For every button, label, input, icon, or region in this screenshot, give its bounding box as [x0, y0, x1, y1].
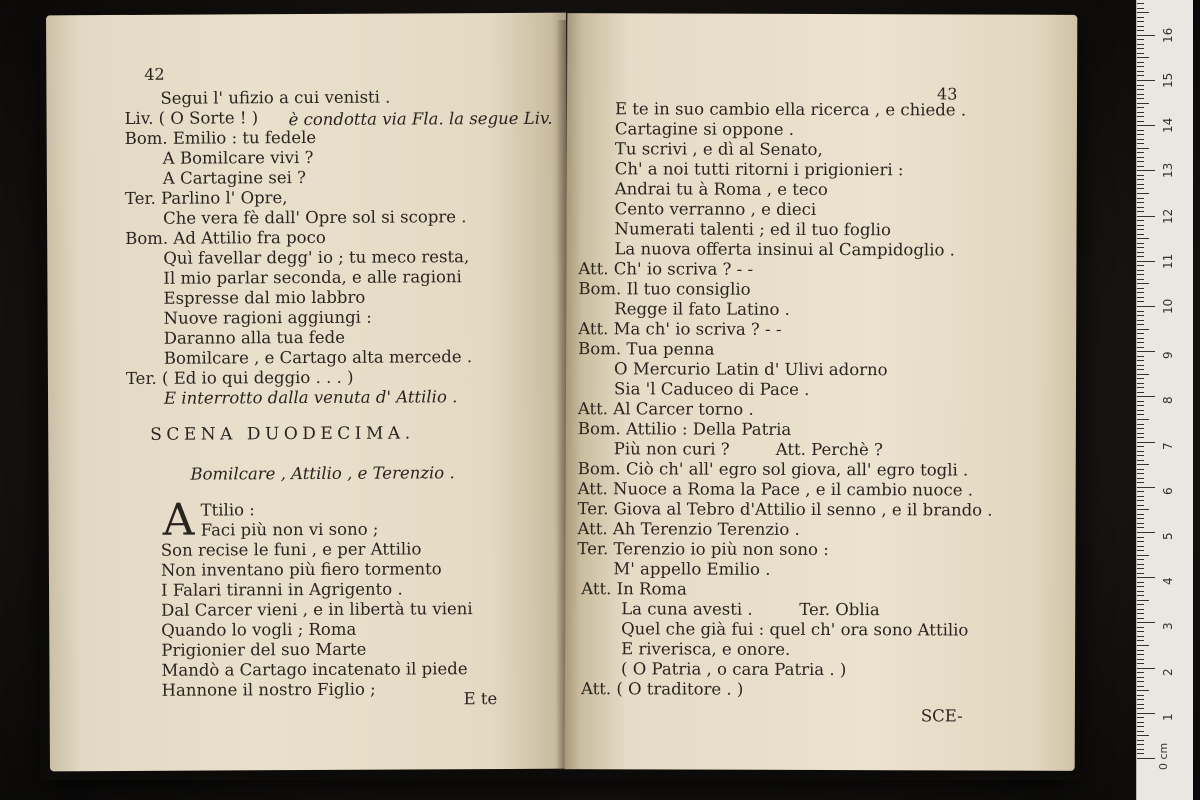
text-line: Bomilcare , e Cartago alta mercede .: [163, 347, 473, 368]
ruler-tick: [1137, 758, 1155, 759]
ruler-tick: [1137, 274, 1144, 275]
text-line: A Cartagine sei ?: [162, 168, 306, 188]
stage-direction: E interrotto dalla venuta d' Attilio .: [163, 387, 458, 408]
measuring-ruler: [1136, 0, 1193, 800]
ruler-tick: [1137, 559, 1144, 560]
ruler-tick: [1137, 749, 1144, 750]
text-line: Il mio parlar seconda, e alle ragioni: [163, 267, 462, 288]
ruler-tick: [1137, 148, 1149, 149]
ruler-tick: [1137, 62, 1144, 63]
ruler-number: 13: [1161, 163, 1175, 179]
ruler-tick: [1137, 143, 1144, 144]
ruler-tick: [1137, 613, 1144, 614]
ruler-tick: [1137, 740, 1144, 741]
ruler-tick: [1137, 297, 1144, 298]
ruler-tick: [1137, 650, 1144, 651]
ruler-tick: [1137, 116, 1144, 117]
text-line: Bom. Il tuo consiglio: [578, 279, 751, 299]
text-line: Att. Ma ch' io scriva ? - -: [578, 319, 782, 339]
ruler-number: 9: [1161, 351, 1175, 360]
catchword-right: SCE-: [920, 706, 963, 726]
ruler-tick: [1137, 753, 1144, 754]
ruler-tick: [1137, 338, 1144, 339]
ruler-tick: [1137, 365, 1144, 366]
ruler-tick: [1137, 21, 1144, 22]
text-line: E riverisca, e onore.: [621, 639, 791, 659]
text-line: Cartagine si oppone .: [614, 119, 795, 139]
ruler-tick: [1137, 437, 1144, 438]
ruler-tick: [1137, 30, 1144, 31]
ruler-tick: [1137, 139, 1144, 140]
ruler-tick: [1137, 53, 1144, 54]
ruler-tick: [1137, 433, 1144, 434]
ruler-tick: [1137, 604, 1144, 605]
ruler-tick: [1137, 112, 1144, 113]
ruler-tick: [1137, 414, 1144, 415]
ruler-tick: [1137, 744, 1144, 745]
stage-direction: è condotta via Fla. la segue Liv.: [288, 108, 553, 130]
text-line: Nuove ragioni aggiungi :: [163, 307, 372, 328]
ruler-tick: [1137, 631, 1144, 632]
left-page: [46, 13, 570, 772]
ruler-number: 5: [1161, 532, 1175, 540]
text-line: Quel che già fui : quel ch' ora sono Attilio: [621, 619, 969, 640]
ruler-tick: [1137, 157, 1144, 158]
ruler-tick: [1137, 564, 1144, 565]
ruler-tick: [1137, 3, 1144, 4]
ruler-tick: [1137, 198, 1144, 199]
ruler-tick: [1137, 595, 1144, 596]
ruler-tick: [1137, 256, 1144, 257]
ruler-tick: [1137, 170, 1155, 171]
ruler-tick: [1137, 537, 1144, 538]
ruler-tick: [1137, 261, 1155, 262]
ruler-tick: [1137, 292, 1144, 293]
ruler-tick: [1137, 161, 1144, 162]
ruler-tick: [1137, 17, 1144, 18]
text-line: Più non curi ?: [613, 439, 730, 459]
text-line: Dal Carcer vieni , e in libertà tu vieni: [161, 599, 473, 620]
ruler-number: 3: [1161, 622, 1175, 631]
ruler-tick: [1137, 238, 1149, 239]
ruler-tick: [1137, 89, 1144, 90]
ruler-tick: [1137, 659, 1144, 660]
text-line: Ch' a noi tutti ritorni i prigionieri :: [614, 159, 904, 180]
ruler-tick: [1137, 600, 1149, 601]
ruler-tick: [1137, 270, 1144, 271]
ruler-tick: [1137, 586, 1144, 587]
ruler-tick: [1137, 527, 1144, 528]
ruler-tick: [1137, 591, 1144, 592]
ruler-number: 15: [1161, 72, 1175, 88]
ruler-tick: [1137, 699, 1144, 700]
text-line: Hannone il nostro Figlio ;: [161, 679, 376, 700]
text-line: Liv. ( O Sorte ! ): [124, 108, 259, 128]
text-line: Cento verranno , e dieci: [614, 199, 817, 219]
ruler-tick: [1137, 175, 1144, 176]
ruler-number: 16: [1161, 27, 1175, 43]
ruler-tick: [1137, 48, 1144, 49]
text-line: Quì favellar degg' io ; tu meco resta,: [163, 247, 470, 268]
text-line: M' appello Emilio .: [613, 559, 771, 579]
ruler-tick: [1137, 663, 1144, 664]
text-line: Att. In Roma: [581, 579, 687, 599]
ruler-tick: [1137, 668, 1155, 669]
text-line: Att. Ah Terenzio Terenzio .: [577, 519, 800, 539]
text-line: Prigionier del suo Marte: [161, 639, 367, 660]
ruler-tick: [1137, 677, 1144, 678]
ruler-tick: [1137, 451, 1144, 452]
ruler-tick: [1137, 378, 1144, 379]
text-line: Bom. Tua penna: [578, 339, 715, 359]
ruler-tick: [1137, 672, 1144, 673]
ruler-tick: [1137, 428, 1144, 429]
ruler-tick: [1137, 410, 1144, 411]
right-page: [565, 13, 1078, 771]
ruler-tick: [1137, 387, 1144, 388]
text-line: Ter. ( Ed io qui deggio . . . ): [125, 367, 354, 388]
ruler-tick: [1137, 442, 1155, 443]
text-line: La nuova offerta insinui al Campidoglio .: [614, 239, 955, 260]
ruler-tick: [1137, 333, 1144, 334]
ruler-tick: [1137, 654, 1144, 655]
catchword-left: E te: [463, 689, 498, 709]
ruler-tick: [1137, 121, 1144, 122]
text-line: Att. Nuoce a Roma la Pace , e il cambio nuoce .: [577, 479, 974, 500]
ruler-number: 8: [1161, 396, 1175, 405]
text-line: Che vera fè dall' Opre sol si scopre .: [163, 207, 467, 228]
text-line: Att. Ch' io scriva ? - -: [578, 259, 754, 279]
ruler-tick: [1137, 347, 1144, 348]
text-line: Tu scrivi , e dì al Senato,: [614, 139, 823, 160]
text-line: Faci più non vi sono ;: [200, 519, 379, 540]
ruler-tick: [1137, 514, 1144, 515]
scene-characters: Bomilcare , Attilio , e Terenzio .: [190, 463, 455, 484]
ruler-tick: [1137, 57, 1149, 58]
ruler-tick: [1137, 505, 1144, 506]
ruler-tick: [1137, 315, 1144, 316]
ruler-tick: [1137, 577, 1155, 578]
ruler-tick: [1137, 188, 1144, 189]
text-line: Ter. Oblia: [799, 599, 880, 620]
ruler-tick: [1137, 681, 1144, 682]
ruler-tick: [1137, 44, 1144, 45]
ruler-number: 12: [1161, 208, 1175, 224]
drop-cap: A: [162, 494, 195, 546]
text-line: A Bomilcare vivi ?: [162, 147, 314, 168]
ruler-tick: [1137, 202, 1144, 203]
ruler-number: 6: [1161, 487, 1175, 495]
text-line: Andrai tu à Roma , e teco: [614, 179, 828, 200]
ruler-tick: [1137, 383, 1144, 384]
text-line: Segui l' ufizio a cui venisti .: [160, 87, 391, 108]
ruler-tick: [1137, 66, 1144, 67]
ruler-number: 14: [1161, 117, 1175, 134]
text-line: ( O Patria , o cara Patria . ): [620, 659, 847, 680]
ruler-tick: [1137, 306, 1155, 307]
ruler-tick: [1137, 622, 1155, 623]
ruler-tick: [1137, 220, 1144, 221]
text-line: Daranno alla tua fede: [163, 327, 345, 348]
ruler-number: 7: [1161, 441, 1175, 450]
ruler-tick: [1137, 708, 1144, 709]
ruler-tick: [1137, 401, 1144, 402]
ruler-tick: [1137, 405, 1144, 406]
ruler-tick: [1137, 491, 1144, 492]
ruler-tick: [1137, 369, 1144, 370]
ruler-tick: [1137, 26, 1144, 27]
ruler-tick: [1137, 265, 1144, 266]
ruler-tick: [1137, 546, 1144, 547]
ruler-tick: [1137, 71, 1144, 72]
text-line: Ter. Terenzio io più non sono :: [577, 539, 829, 560]
text-line: Bom. Attilio : Della Patria: [577, 419, 792, 439]
ruler-number: 1: [1161, 713, 1175, 721]
ruler-tick: [1137, 396, 1155, 397]
text-line: Non inventano più fiero tormento: [160, 559, 442, 580]
ruler-tick: [1137, 532, 1155, 533]
ruler-tick: [1137, 247, 1144, 248]
ruler-tick: [1137, 360, 1144, 361]
ruler-tick: [1137, 636, 1144, 637]
ruler-tick: [1137, 555, 1149, 556]
text-line: Son recise le funi , e per Attilio: [160, 539, 422, 560]
text-line: Numerati talenti ; ed il tuo foglio: [614, 219, 891, 240]
ruler-tick: [1137, 193, 1149, 194]
ruler-tick: [1137, 98, 1144, 99]
ruler-tick: [1137, 374, 1149, 375]
ruler-tick: [1137, 496, 1144, 497]
text-line: La cuna avesti .: [621, 599, 753, 619]
ruler-tick: [1137, 518, 1144, 519]
ruler-tick: [1137, 482, 1144, 483]
ruler-tick: [1137, 166, 1144, 167]
ruler-tick: [1137, 283, 1149, 284]
text-line: O Mercurio Latin d' Ulivi adorno: [614, 359, 888, 380]
ruler-tick: [1137, 609, 1144, 610]
ruler-tick: [1137, 342, 1144, 343]
ruler-tick: [1137, 523, 1144, 524]
ruler-tick: [1137, 211, 1144, 212]
ruler-tick: [1137, 731, 1144, 732]
text-line: Bom. Emilio : tu fedele: [124, 127, 317, 148]
ruler-tick: [1137, 686, 1144, 687]
page-number-left: 42: [144, 64, 165, 84]
ruler-tick: [1137, 107, 1144, 108]
ruler-tick: [1137, 473, 1144, 474]
ruler-tick: [1137, 356, 1144, 357]
text-line: Att. Al Carcer torno .: [577, 399, 754, 419]
ruler-unit: 0 cm: [1157, 742, 1170, 770]
ruler-tick: [1137, 541, 1144, 542]
ruler-tick: [1137, 460, 1144, 461]
ruler-tick: [1137, 573, 1144, 574]
ruler-tick: [1137, 234, 1144, 235]
ruler-tick: [1137, 419, 1149, 420]
ruler-tick: [1137, 469, 1144, 470]
ruler-tick: [1137, 717, 1144, 718]
ruler-tick: [1137, 478, 1144, 479]
scene-title: SCENA DUODECIMA.: [150, 423, 415, 445]
ruler-tick: [1137, 229, 1144, 230]
ruler-tick: [1137, 80, 1155, 81]
ruler-tick: [1137, 550, 1144, 551]
ruler-tick: [1137, 627, 1144, 628]
ruler-tick: [1137, 324, 1144, 325]
ruler-tick: [1137, 207, 1144, 208]
ruler-tick: [1137, 179, 1144, 180]
ruler-tick: [1137, 582, 1144, 583]
ruler-tick: [1137, 311, 1144, 312]
text-line: I Falari tiranni in Agrigento .: [160, 579, 403, 600]
ruler-tick: [1137, 225, 1144, 226]
ruler-tick: [1137, 351, 1155, 352]
ruler-tick: [1137, 509, 1149, 510]
ruler-tick: [1137, 85, 1144, 86]
ruler-tick: [1137, 640, 1144, 641]
text-line: Ttilio :: [200, 500, 255, 520]
ruler-number: 11: [1161, 253, 1175, 269]
ruler-tick: [1137, 103, 1149, 104]
ruler-tick: [1137, 125, 1155, 126]
text-line: Bom. Ad Attilio fra poco: [125, 227, 326, 248]
ruler-tick: [1137, 618, 1144, 619]
ruler-tick: [1137, 500, 1144, 501]
ruler-tick: [1137, 713, 1155, 714]
text-line: Att. Perchè ?: [775, 439, 883, 460]
ruler-tick: [1137, 735, 1149, 736]
text-line: Mandò a Cartago incatenato il piede: [161, 659, 468, 680]
ruler-tick: [1137, 704, 1144, 705]
ruler-tick: [1137, 35, 1155, 36]
ruler-tick: [1137, 695, 1144, 696]
ruler-number: 2: [1161, 667, 1175, 676]
ruler-tick: [1137, 320, 1144, 321]
ruler-tick: [1137, 424, 1144, 425]
ruler-tick: [1137, 645, 1149, 646]
text-line: Espresse dal mio labbro: [163, 287, 366, 308]
ruler-tick: [1137, 455, 1144, 456]
ruler-tick: [1137, 12, 1149, 13]
ruler-tick: [1137, 134, 1144, 135]
ruler-tick: [1137, 94, 1144, 95]
ruler-tick: [1137, 279, 1144, 280]
ruler-tick: [1137, 243, 1144, 244]
ruler-tick: [1137, 252, 1144, 253]
ruler-tick: [1137, 487, 1155, 488]
text-line: Att. ( O traditore . ): [580, 679, 744, 699]
page-number-right: 43: [937, 84, 958, 104]
ruler-tick: [1137, 184, 1144, 185]
ruler-tick: [1137, 568, 1144, 569]
ruler-tick: [1137, 722, 1144, 723]
text-line: Ter. Parlino l' Opre,: [124, 188, 288, 208]
ruler-tick: [1137, 288, 1144, 289]
text-line: Ter. Giova al Tebro d'Attilio il senno , e il brando .: [577, 499, 993, 520]
ruler-tick: [1137, 464, 1149, 465]
text-line: E te in suo cambio ella ricerca , e chiede .: [614, 99, 967, 120]
ruler-tick: [1137, 690, 1149, 691]
ruler-number: 4: [1161, 577, 1175, 586]
ruler-tick: [1137, 301, 1144, 302]
ruler-tick: [1137, 329, 1149, 330]
ruler-number: 10: [1161, 298, 1175, 314]
ruler-tick: [1137, 75, 1144, 76]
ruler-tick: [1137, 726, 1144, 727]
text-line: Sia 'l Caduceo di Pace .: [613, 379, 810, 399]
ruler-tick: [1137, 152, 1144, 153]
text-line: Bom. Ciò ch' all' egro sol giova, all' egro togli .: [577, 459, 969, 480]
ruler-tick: [1137, 8, 1144, 9]
text-line: Quando lo vogli ; Roma: [161, 619, 357, 640]
text-line: Regge il fato Latino .: [614, 299, 790, 319]
ruler-tick: [1137, 216, 1155, 217]
ruler-tick: [1137, 446, 1144, 447]
ruler-tick: [1137, 392, 1144, 393]
ruler-tick: [1137, 130, 1144, 131]
ruler-tick: [1137, 39, 1144, 40]
